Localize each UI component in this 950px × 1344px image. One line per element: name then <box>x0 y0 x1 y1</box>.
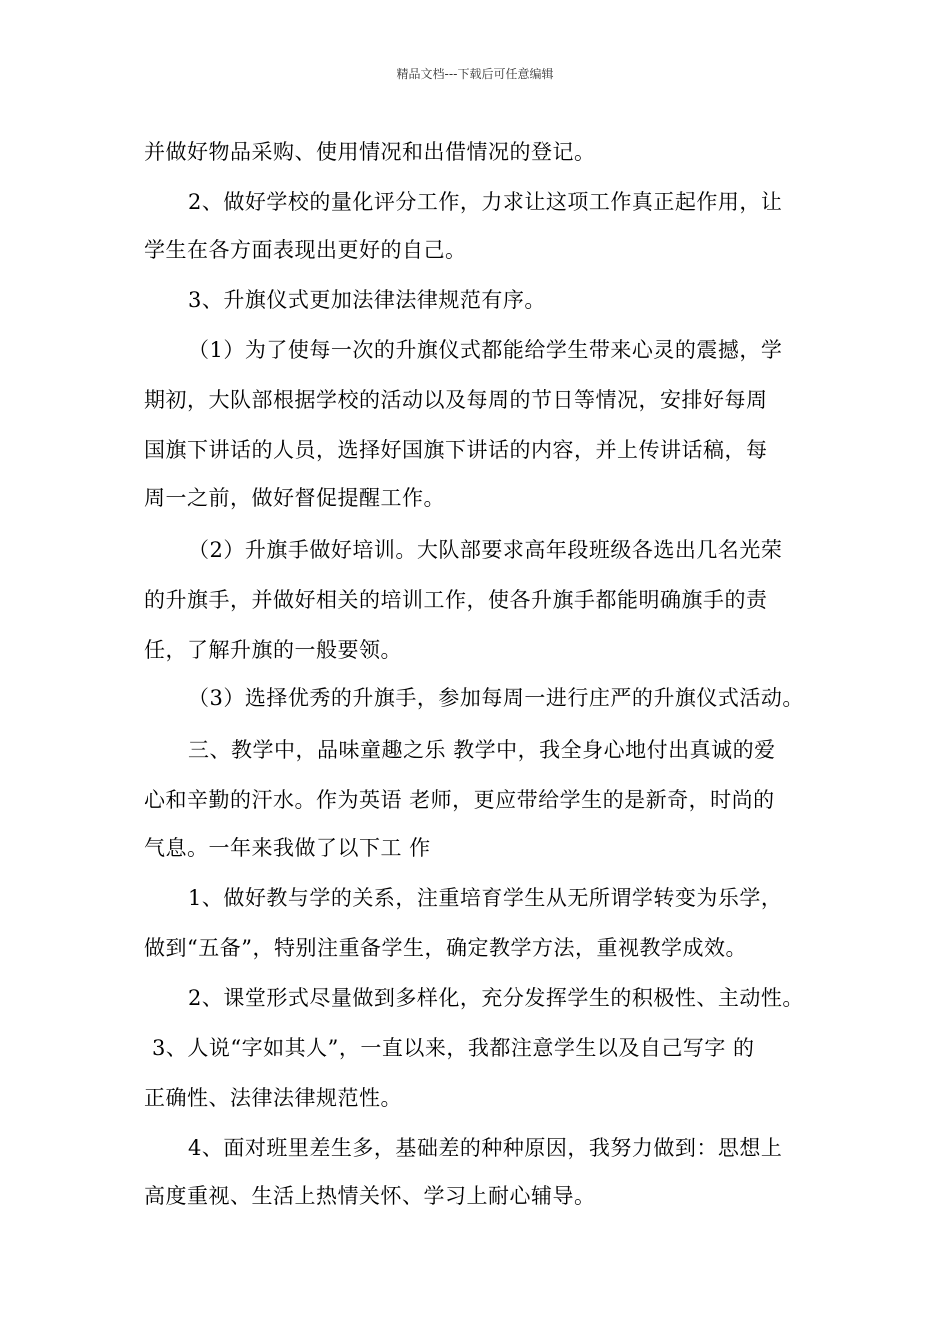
body-line: 期初，大队部根据学校的活动以及每周的节日等情况，安排好每周 <box>144 388 768 412</box>
body-line: 正确性、法律法律规范性。 <box>144 1086 402 1110</box>
body-line: 国旗下讲话的人员，选择好国旗下讲话的内容，并上传讲话稿，每 <box>144 438 768 462</box>
body-line: 3、人说“字如其人”，一直以来，我都注意学生以及自己写字 的 <box>152 1036 755 1060</box>
body-line: 三、教学中，品味童趣之乐 教学中，我全身心地付出真诚的爱 <box>188 738 776 762</box>
body-line: 心和辛勤的汗水。作为英语 老师，更应带给学生的是新奇，时尚的 <box>144 788 775 812</box>
page-header: 精品文档---下载后可任意编辑 <box>396 67 554 81</box>
body-line: 做到“五备”，特别注重备学生，确定教学方法，重视教学成效。 <box>144 936 747 960</box>
body-line: 1、做好教与学的关系，注重培育学生从无所谓学转变为乐学， <box>188 886 783 910</box>
body-line: 4、面对班里差生多，基础差的种种原因，我努力做到：思想上 <box>188 1136 783 1160</box>
body-line: 任，了解升旗的一般要领。 <box>144 638 402 662</box>
body-line: 2、课堂形式尽量做到多样化，充分发挥学生的积极性、主动性。 <box>188 986 804 1010</box>
body-line: 周一之前，做好督促提醒工作。 <box>144 486 445 510</box>
body-line: （1）为了使每一次的升旗仪式都能给学生带来心灵的震撼，学 <box>188 338 783 362</box>
body-line: 的升旗手，并做好相关的培训工作，使各升旗手都能明确旗手的责 <box>144 588 768 612</box>
body-line: 高度重视、生活上热情关怀、学习上耐心辅导。 <box>144 1184 596 1208</box>
body-line: （3）选择优秀的升旗手，参加每周一进行庄严的升旗仪式活动。 <box>188 686 804 710</box>
body-line: 气息。一年来我做了以下工 作 <box>144 836 431 860</box>
body-line: 并做好物品采购、使用情况和出借情况的登记。 <box>144 140 596 164</box>
body-line: 学生在各方面表现出更好的自己。 <box>144 238 467 262</box>
body-line: （2）升旗手做好培训。大队部要求高年段班级各选出几名光荣 <box>188 538 783 562</box>
body-line: 2、做好学校的量化评分工作，力求让这项工作真正起作用，让 <box>188 190 783 214</box>
body-line: 3、升旗仪式更加法律法律规范有序。 <box>188 288 546 312</box>
